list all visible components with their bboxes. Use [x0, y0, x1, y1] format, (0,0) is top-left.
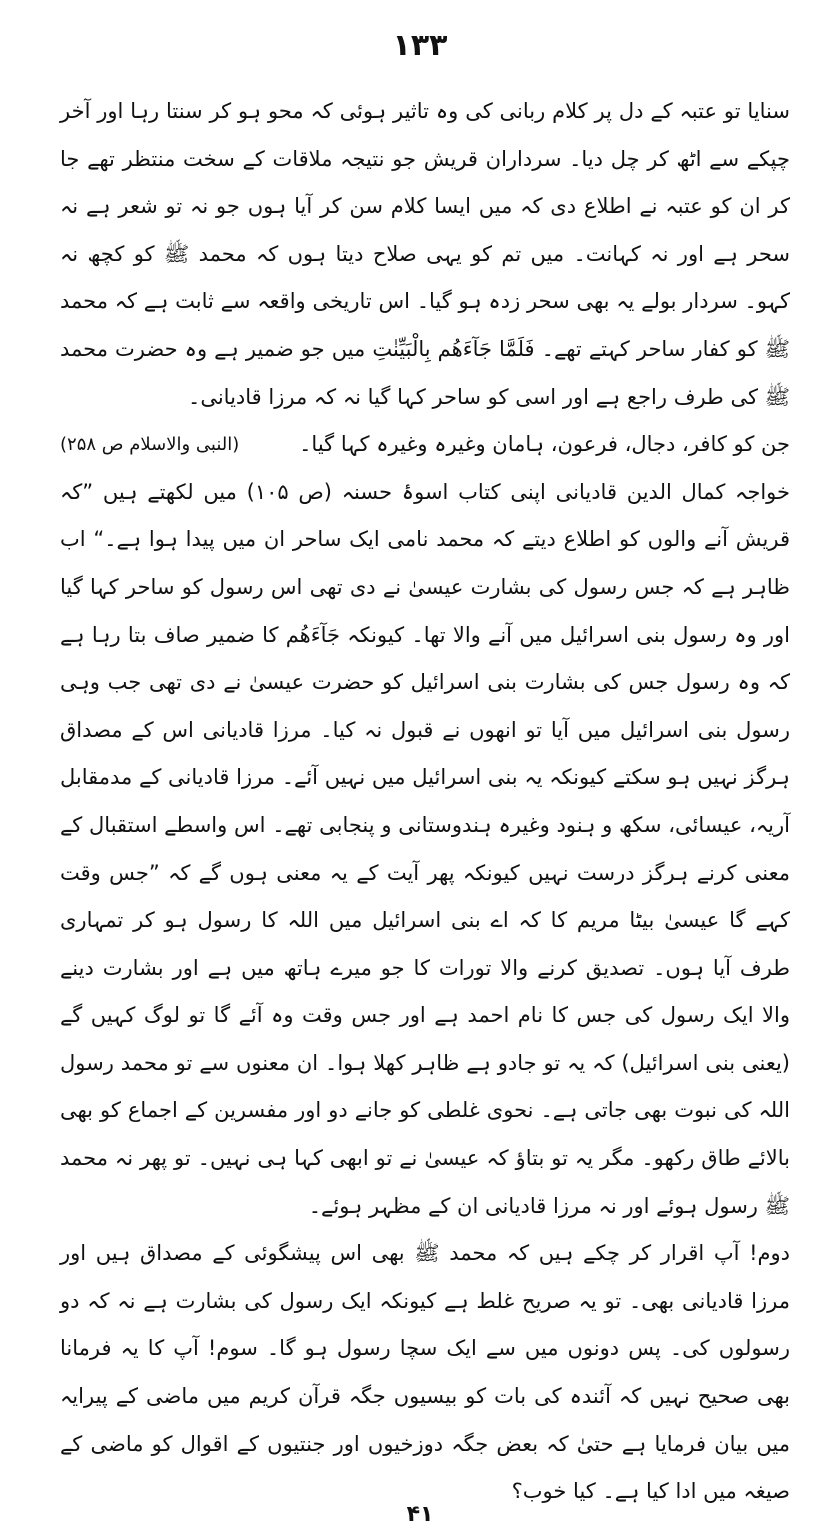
paragraph-3: دوم! آپ اقرار کر چکے ہیں کہ محمد ﷺ بھی اس پیشگوئی کے مصداق ہیں اور مرزا قادیانی بھی۔ تو یہ صریح غلط ہے کیونکہ ایک رسول کی بشارت ہے نہ کہ دو رسولوں کی۔ پس دونوں میں سے ایک سچا رسول ہو گا۔ سوم! آپ کا یہ فرمانا بھی صحیح نہیں کہ آئندہ کی بات کو بیسیوں جگہ قرآن کریم میں ماضی کے پیرایہ میں بیان فرمایا ہے حتیٰ کہ بعض جگہ دوزخیوں اور جنتیوں کے اقوال کو ماضی کے صیغہ میں ادا کیا ہے۔ کیا خوب؟ [60, 1241, 790, 1504]
body-text [60, 88, 790, 1516]
paragraph-1-closing-line [60, 421, 790, 469]
paragraph-1-last-sentence: جن کو کافر، دجال، فرعون، ہامان وغیرہ وغیرہ کہا گیا۔ [299, 432, 790, 457]
citation-reference: (النبی والاسلام ص ۲۵۸) [60, 434, 240, 456]
page-number-header: ۱۳۳ [392, 28, 448, 63]
paragraph-2: خواجہ کمال الدین قادیانی اپنی کتاب اسوۂ حسنہ (ص ۱۰۵) میں لکھتے ہیں ”کہ قریش آنے والوں کو اطلاع دیتے کہ محمد نامی ایک ساحر ان میں پیدا ہوا ہے۔“ اب ظاہر ہے کہ جس رسول کی بشارت عیسیٰ نے دی تھی اس رسول کو ساحر کہا گیا اور وہ رسول بنی اسرائیل میں آنے والا تھا۔ کیونکہ جَآءَهُم کا ضمیر صاف بتا رہا ہے کہ وہ رسول جس کی بشارت بنی اسرائیل کو حضرت عیسیٰ نے دی تھی جب وہی رسول بنی اسرائیل میں آیا تو انھوں نے قبول نہ کیا۔ مرزا قادیانی اس کے مصداق ہرگز نہیں ہو سکتے کیونکہ یہ بنی اسرائیل میں نہیں آئے۔ مرزا قادیانی کے مدمقابل آریہ، عیسائی، سکھ و ہنود وغیرہ ہندوستانی و پنجابی تھے۔ اس واسطے استقبال کے معنی کرنے ہرگز درست نہیں کیونکہ پھر آیت کے یہ معنی ہوں گے کہ ”جس وقت کہے گا عیسیٰ بیٹا مریم کا کہ اے بنی اسرائیل میں اللہ کا رسول ہو کر تمہاری طرف آیا ہوں۔ تصدیق کرنے والا تورات کا جو میرے ہاتھ میں ہے اور بشارت دینے والا ایک رسول کی جس کا نام احمد ہے اور جس وقت وہ آئے گا تو لوگ کہیں گے (یعنی بنی اسرائیل) کہ یہ تو جادو ہے ظاہر کھلا ہوا۔ ان معنوں سے تو محمد رسول اللہ کی نبوت بھی جاتی ہے۔ نحوی غلطی کو جانے دو اور مفسرین کے اجماع کو بھی بالائے طاق رکھو۔ مگر یہ تو بتاؤ کہ عیسیٰ نے تو ابھی کہا ہی نہیں۔ تو پھر نہ محمد ﷺ رسول ہوئے اور نہ مرزا قادیانی ان کے مظہر ہوئے۔ [60, 479, 791, 1218]
paragraph-1: سنایا تو عتبہ کے دل پر کلام ربانی کی وہ تاثیر ہوئی کہ محو ہو کر سنتا رہا اور آخر چپکے سے اٹھ کر چل دیا۔ سرداران قریش جو نتیجہ ملاقات کے سخت منتظر تھے جا کر ان کو عتبہ نے اطلاع دی کہ میں ایسا کلام سن کر آیا ہوں جو نہ تو شعر ہے نہ سحر ہے اور نہ کہانت۔ میں تم کو یہی صلاح دیتا ہوں کہ محمد ﷺ کو کچھ نہ کہو۔ سردار بولے یہ بھی سحر زدہ ہو گیا۔ اس تاریخی واقعہ سے ثابت ہے کہ محمد ﷺ کو کفار ساحر کہتے تھے۔ فَلَمَّا جَآءَهُم بِالْبَيِّنٰتِ میں جو ضمیر ہے وہ حضرت محمد ﷺ کی طرف راجع ہے اور اسی کو ساحر کہا گیا نہ کہ مرزا قادیانی۔ [60, 99, 790, 409]
page-number-footer: ۴۱ [406, 1502, 434, 1527]
